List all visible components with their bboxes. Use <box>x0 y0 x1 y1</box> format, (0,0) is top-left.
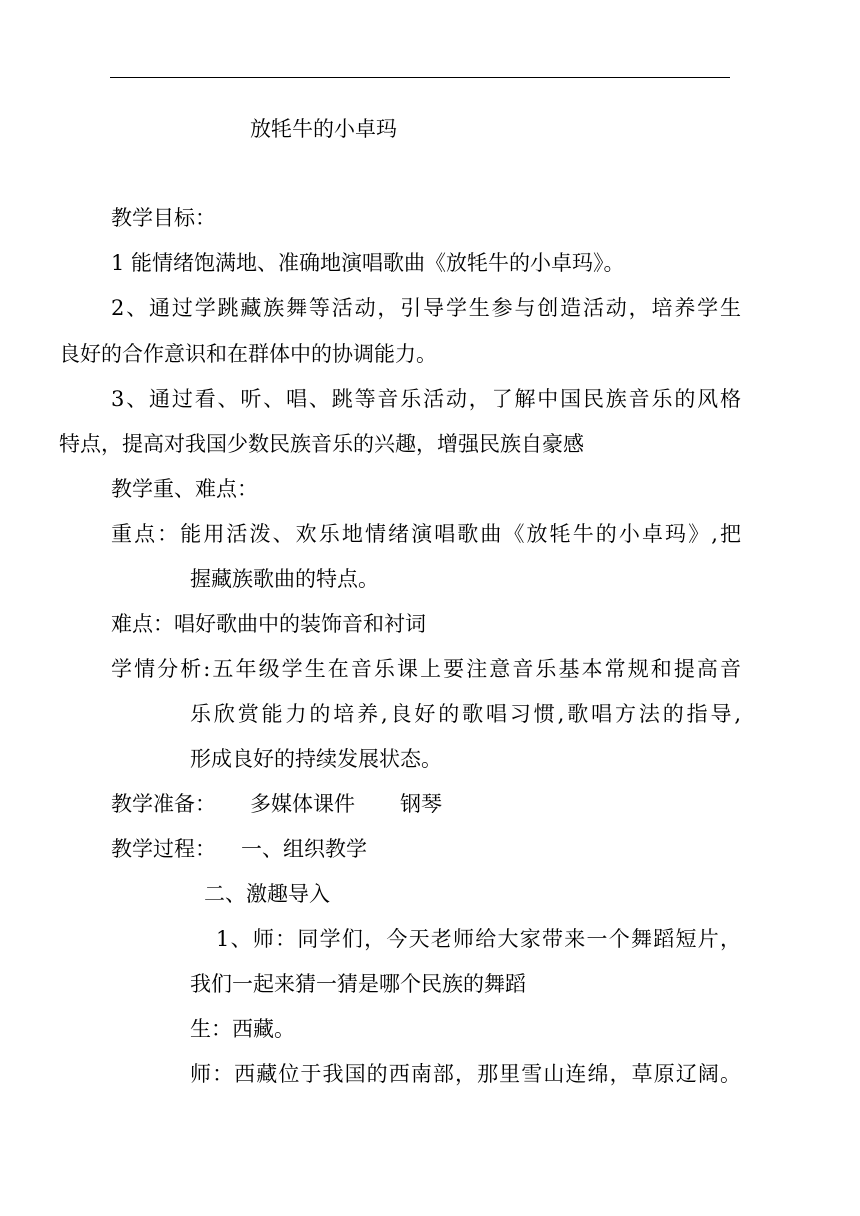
key-point-line-2: 握藏族歌曲的特点。 <box>190 567 379 591</box>
goals-heading: 教学目标： <box>111 206 216 230</box>
prep-item-piano: 钢琴 <box>400 792 442 816</box>
teacher-line-1a: 1、师：同学们，今天老师给大家带来一个舞蹈短片， <box>216 927 741 951</box>
teacher-line-1b: 我们一起来猜一猜是哪个民族的舞蹈 <box>190 972 526 996</box>
prep-item-multimedia: 多媒体课件 <box>250 792 355 816</box>
goal-3-line-2: 特点，提高对我国少数民族音乐的兴趣，增强民族自豪感 <box>59 432 584 456</box>
document-title: 放牦牛的小卓玛 <box>250 117 397 141</box>
goal-3-line-1: 3、通过看、听、唱、跳等音乐活动，了解中国民族音乐的风格 <box>111 387 741 411</box>
header-rule <box>110 77 730 78</box>
analysis-line-3: 形成良好的持续发展状态。 <box>190 747 442 771</box>
key-point-line-1: 重点：能用活泼、欢乐地情绪演唱歌曲《放牦牛的小卓玛》,把 <box>111 522 741 546</box>
prep-label: 教学准备： <box>111 792 216 816</box>
student-reply: 生：西藏。 <box>190 1017 295 1041</box>
key-points-heading: 教学重、难点： <box>111 477 258 501</box>
goal-1: 1 能情绪饱满地、准确地演唱歌曲《放牦牛的小卓玛》。 <box>111 251 625 275</box>
goal-2-line-1: 2、通过学跳藏族舞等活动，引导学生参与创造活动，培养学生 <box>111 296 741 320</box>
goal-2-line-2: 良好的合作意识和在群体中的协调能力。 <box>59 342 437 366</box>
analysis-line-1: 学情分析:五年级学生在音乐课上要注意音乐基本常规和提高音 <box>111 657 741 681</box>
analysis-line-2: 乐欣赏能力的培养,良好的歌唱习惯,歌唱方法的指导, <box>190 702 741 726</box>
difficult-point: 难点：唱好歌曲中的装饰音和衬词 <box>111 612 426 636</box>
process-step-2: 二、激趣导入 <box>204 882 330 906</box>
process-label: 教学过程： <box>111 837 216 861</box>
teacher-line-2: 师：西藏位于我国的西南部，那里雪山连绵，草原辽阔。 <box>190 1062 741 1086</box>
process-step-1: 一、组织教学 <box>241 837 367 861</box>
